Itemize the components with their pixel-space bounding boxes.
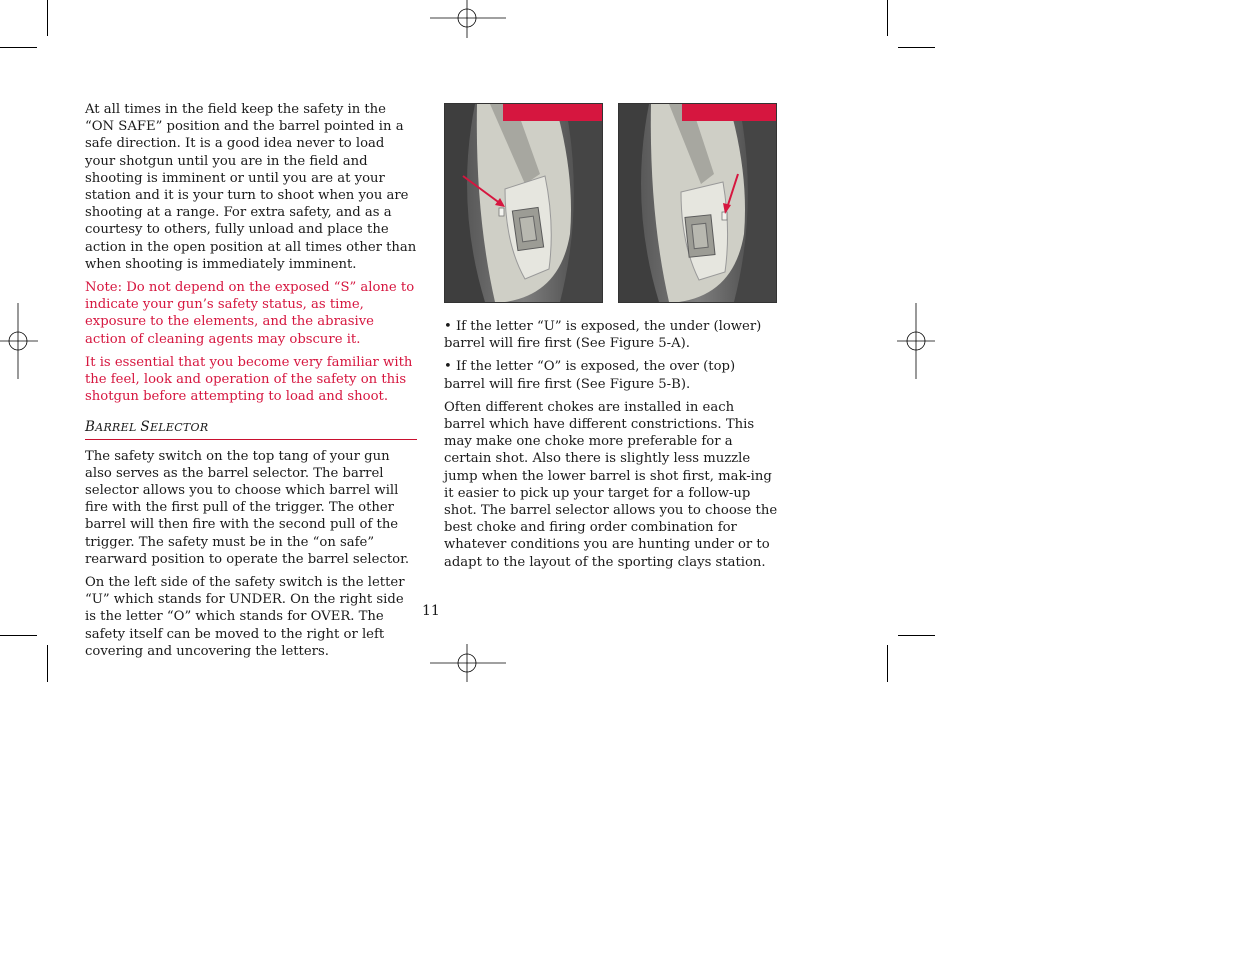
registration-mark-icon xyxy=(430,0,506,38)
selector-paragraph: The safety switch on the top tang of your gun also serves as the barrel selector. The barrel selector allows you to choose which barrel will fire with the first pull of the trigger. The other barrel will then fire with the second pull of the trigger. The safety must be in the “on safe” rearward position to operate the barrel selector. xyxy=(85,448,410,567)
crop-mark xyxy=(47,645,48,682)
bullet-under: • If the letter “U” is exposed, the under (lower) barrel will fire first (See Figure 5-A). xyxy=(444,319,762,352)
crop-mark xyxy=(898,47,935,48)
figure-5a xyxy=(444,103,603,303)
heading-smallcaps: ARREL xyxy=(95,421,141,435)
figure-5b xyxy=(618,103,777,303)
right-column xyxy=(444,318,778,577)
registration-mark-icon xyxy=(897,303,935,379)
crop-mark xyxy=(887,645,888,682)
heading-initial: B xyxy=(85,419,96,436)
crop-mark xyxy=(0,635,37,636)
registration-mark-icon xyxy=(0,303,38,379)
crop-mark xyxy=(887,0,888,36)
heading-initial: S xyxy=(140,419,150,436)
page-number: 11 xyxy=(422,603,440,619)
letters-paragraph: On the left side of the safety switch is the letter “U” which stands for UNDER. On the right side is the letter “O” which stands for OVER. The safety itself can be moved to the right or left covering and uncovering the letters. xyxy=(85,575,405,659)
familiarity-note: It is essential that you become very familiar with the feel, look and operation of the safety on this shotgun before attempting to load and shoot. xyxy=(85,354,413,405)
section-heading xyxy=(85,419,417,439)
heading-smallcaps: ELECTOR xyxy=(149,421,209,435)
bullet-over: • If the letter “O” is exposed, the over (top) barrel will fire first (See Figure 5-B). xyxy=(444,359,736,392)
crop-mark xyxy=(898,635,935,636)
crop-mark xyxy=(47,0,48,36)
safety-note: Note: Do not depend on the exposed “S” alone to indicate your gun’s safety status, as time, exposure to the elements, and the abrasive action of cleaning agents may obscure it. xyxy=(85,280,415,347)
safety-paragraph: At all times in the field keep the safety in the “ON SAFE” position and the barrel pointed in a safe direction. It is a good idea never to load your shotgun until you are in the field and shooting is imminent or until you are at your station and it is your turn to shoot when you are shooting at a range. For extra safety, and as a courtesy to others, fully unload and place the action in the open position at all times other than when shooting is immediately imminent. xyxy=(85,102,417,272)
crop-mark xyxy=(0,47,37,48)
chokes-paragraph: Often different chokes are installed in each barrel which have different constrictions. This may make one choke more preferable for a certain shot. Also there is slightly less muzzle jump when the lower barrel is shot first, mak-ing it easier to pick up your target for a follow-up shot. The barrel selector allows you to choose the best choke and firing order combination for whatever conditions you are hunting under or to adapt to the layout of the sporting clays station. xyxy=(444,399,778,570)
registration-mark-icon xyxy=(430,644,506,682)
left-column xyxy=(85,101,417,666)
